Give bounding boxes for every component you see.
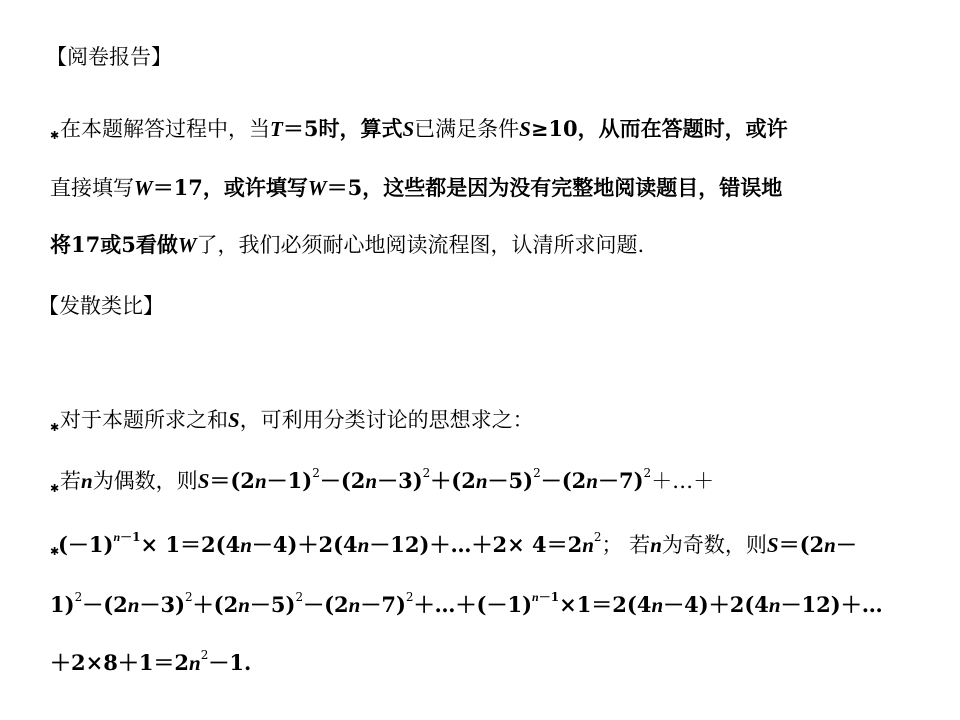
bullet-icon: ✱ xyxy=(50,129,60,142)
analogy-heading: 【发散类比】 xyxy=(38,294,164,318)
analogy-line-3: $(-1)^{n-1}\times$ 1＝2(4n－4)＋2(4n－12)＋…＋2× $4=2n^2$； 若n为奇数，则S＝(2n－ xyxy=(58,530,857,557)
analogy-line-4: $1)^2-(2n-3)^2+(2n-5)^2-(2n-7)^2+\dots+(-1)^{n-1}\times 1=2(4n-4)+2(4n-12)+\dots$ xyxy=(50,590,883,617)
analogy-line-5: $+2\times 8+1=2n^2-1$. xyxy=(50,648,252,675)
bullet-icon: ✱ xyxy=(50,421,60,434)
analogy-line-2: 若n为偶数，则$S=(2n-1)^2-(2n-3)^2+(2n-5)^2-(2n-7)^2+\dots+$ xyxy=(60,466,715,493)
report-line-1: 在本题解答过程中，当T＝5时，算式S已满足条件S≥10，从而在答题时，或许 xyxy=(60,116,788,141)
report-heading: 【阅卷报告】 xyxy=(46,45,172,69)
report-line-3: 将17或5看做W了，我们必须耐心地阅读流程图，认清所求问题. xyxy=(50,232,645,257)
bullet-icon: ✱ xyxy=(50,482,60,495)
report-line-2: 直接填写W＝17，或许填写W＝5，这些都是因为没有完整地阅读题目，错误地 xyxy=(50,175,783,200)
bullet-icon: ✱ xyxy=(50,545,60,558)
analogy-line-1: 对于本题所求之和S，可利用分类讨论的思想求之： xyxy=(60,408,534,432)
